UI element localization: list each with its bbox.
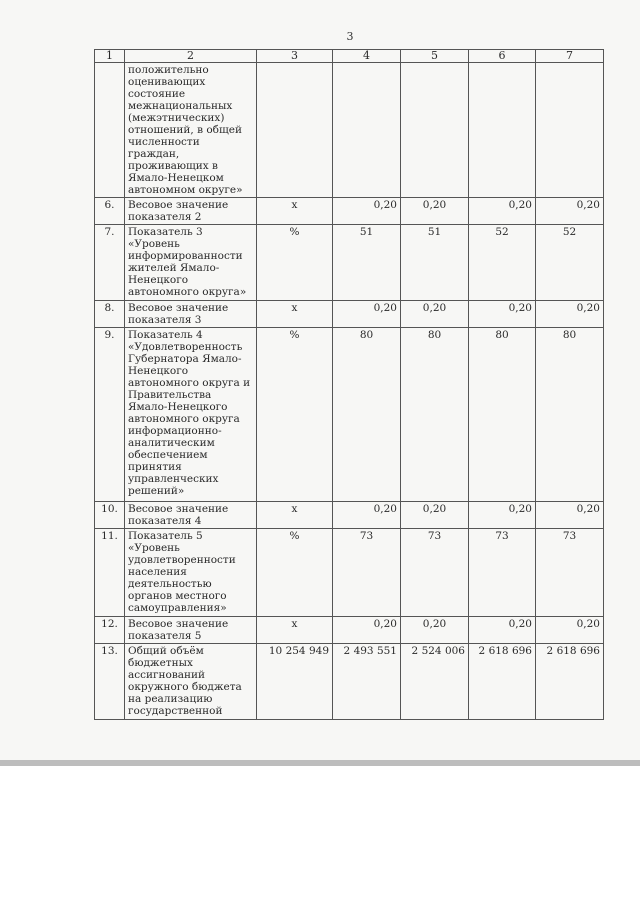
indicator-text: Весовое значение показателя 3 bbox=[125, 301, 257, 328]
value-cell: 0,20 bbox=[401, 617, 469, 644]
table-row bbox=[95, 301, 604, 328]
row-number: 9. bbox=[95, 328, 125, 502]
value-cell: 51 bbox=[333, 225, 401, 301]
table-row bbox=[95, 502, 604, 529]
unit-cell: х bbox=[257, 617, 333, 644]
row-number: 11. bbox=[95, 529, 125, 617]
value-cell: 80 bbox=[536, 328, 604, 502]
table-row bbox=[95, 529, 604, 617]
column-header: 3 bbox=[257, 50, 333, 63]
indicator-text: Показатель 4 «Удовлетворенность Губернатора Ямало-Ненецкого автономного округа и Правительства Ямало-Ненецкого автономного округа информационно-аналитическим обеспечением принятия управленческих решений» bbox=[125, 328, 257, 502]
value-cell: 0,20 bbox=[333, 301, 401, 328]
unit-cell: х bbox=[257, 502, 333, 529]
unit-cell: % bbox=[257, 328, 333, 502]
value-cell bbox=[536, 63, 604, 198]
value-cell: 52 bbox=[469, 225, 536, 301]
column-header: 7 bbox=[536, 50, 604, 63]
value-cell: 0,20 bbox=[469, 617, 536, 644]
value-cell: 2 618 696 bbox=[536, 644, 604, 720]
value-cell bbox=[401, 63, 469, 198]
column-header: 2 bbox=[125, 50, 257, 63]
value-cell: 0,20 bbox=[469, 502, 536, 529]
column-header: 1 bbox=[95, 50, 125, 63]
unit-cell: х bbox=[257, 198, 333, 225]
value-cell: 0,20 bbox=[536, 301, 604, 328]
row-number: 6. bbox=[95, 198, 125, 225]
value-cell: 80 bbox=[469, 328, 536, 502]
table-row bbox=[95, 63, 604, 198]
unit-cell: % bbox=[257, 225, 333, 301]
unit-cell: % bbox=[257, 529, 333, 617]
value-cell: 2 524 006 bbox=[401, 644, 469, 720]
table-header-row bbox=[95, 50, 604, 63]
indicator-text: Показатель 5 «Уровень удовлетворенности населения деятельностью органов местного самоуправления» bbox=[125, 529, 257, 617]
indicator-text: Весовое значение показателя 4 bbox=[125, 502, 257, 529]
column-header: 5 bbox=[401, 50, 469, 63]
value-cell: 73 bbox=[469, 529, 536, 617]
table-row bbox=[95, 225, 604, 301]
value-cell: 73 bbox=[333, 529, 401, 617]
value-cell: 80 bbox=[333, 328, 401, 502]
value-cell: 80 bbox=[401, 328, 469, 502]
row-number: 13. bbox=[95, 644, 125, 720]
indicator-text: Общий объём бюджетных ассигнований окружного бюджета на реализацию государственной bbox=[125, 644, 257, 720]
scan-edge bbox=[0, 760, 640, 766]
value-cell: 52 bbox=[536, 225, 604, 301]
value-cell: 0,20 bbox=[401, 502, 469, 529]
table-row bbox=[95, 198, 604, 225]
table-row bbox=[95, 617, 604, 644]
value-cell: 73 bbox=[401, 529, 469, 617]
table-row bbox=[95, 328, 604, 502]
row-number: 12. bbox=[95, 617, 125, 644]
value-cell: 0,20 bbox=[469, 198, 536, 225]
value-cell: 0,20 bbox=[333, 198, 401, 225]
value-cell: 0,20 bbox=[469, 301, 536, 328]
value-cell bbox=[333, 63, 401, 198]
value-cell: 2 618 696 bbox=[469, 644, 536, 720]
value-cell: 10 254 949 bbox=[257, 644, 333, 720]
value-cell: 0,20 bbox=[536, 502, 604, 529]
value-cell: 0,20 bbox=[333, 502, 401, 529]
column-header: 4 bbox=[333, 50, 401, 63]
indicator-text: Показатель 3 «Уровень информированности жителей Ямало-Ненецкого автономного округа» bbox=[125, 225, 257, 301]
indicator-text: Весовое значение показателя 5 bbox=[125, 617, 257, 644]
value-cell: 0,20 bbox=[401, 198, 469, 225]
row-number: 7. bbox=[95, 225, 125, 301]
column-header: 6 bbox=[469, 50, 536, 63]
value-cell bbox=[469, 63, 536, 198]
row-number bbox=[95, 63, 125, 198]
unit-cell: х bbox=[257, 301, 333, 328]
value-cell: 0,20 bbox=[536, 617, 604, 644]
indicator-text: Весовое значение показателя 2 bbox=[125, 198, 257, 225]
indicator-text: положительно оценивающих состояние межнациональных (межэтнических) отношений, в общей численности граждан, проживающих в Ямало-Ненецком автономном округе» bbox=[125, 63, 257, 198]
value-cell: 73 bbox=[536, 529, 604, 617]
page-number: 3 bbox=[346, 30, 354, 43]
unit-cell bbox=[257, 63, 333, 198]
value-cell: 0,20 bbox=[333, 617, 401, 644]
value-cell: 51 bbox=[401, 225, 469, 301]
value-cell: 2 493 551 bbox=[333, 644, 401, 720]
indicator-table bbox=[94, 49, 604, 720]
value-cell: 0,20 bbox=[401, 301, 469, 328]
value-cell: 0,20 bbox=[536, 198, 604, 225]
row-number: 10. bbox=[95, 502, 125, 529]
row-number: 8. bbox=[95, 301, 125, 328]
table-row bbox=[95, 644, 604, 720]
